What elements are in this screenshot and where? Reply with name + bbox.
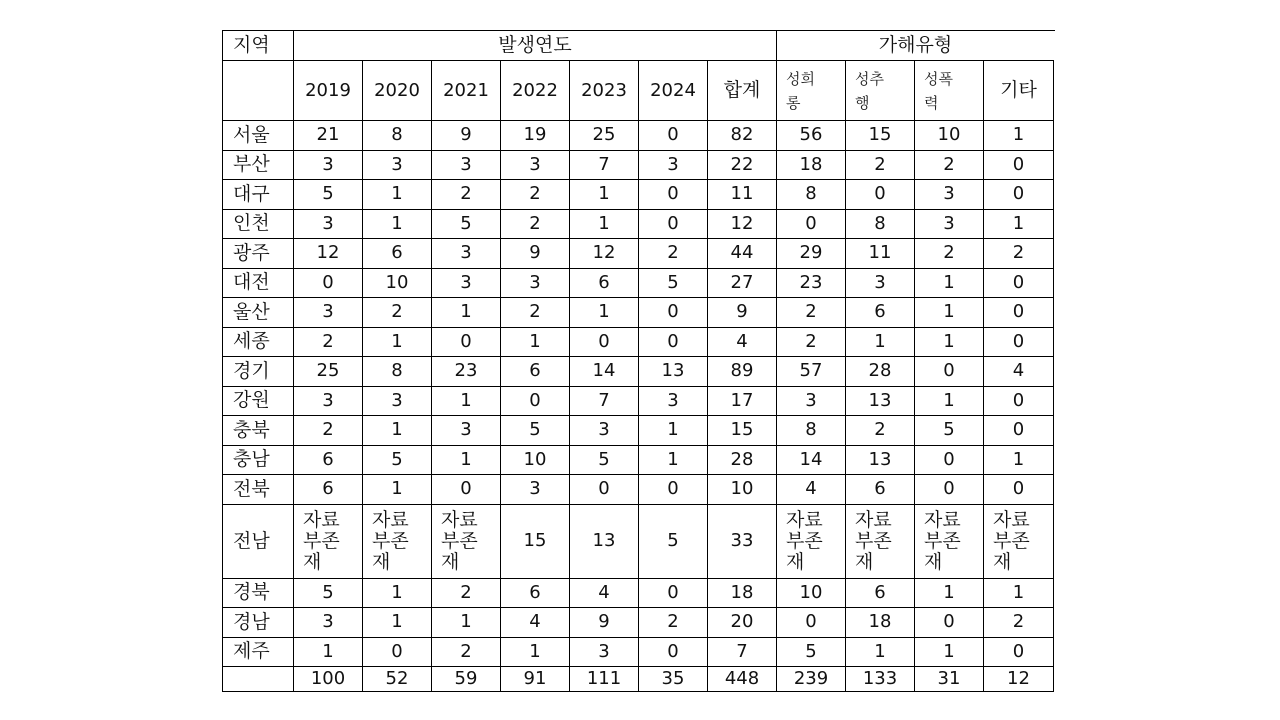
- value-cell: 2: [777, 328, 846, 358]
- region-cell: 부산: [223, 151, 294, 181]
- value-cell: 1: [639, 416, 708, 446]
- value-cell: 0: [984, 475, 1054, 505]
- value-cell: 9: [501, 239, 570, 269]
- value-cell: 6: [501, 579, 570, 609]
- value-cell: 3: [432, 416, 501, 446]
- value-cell: 1: [915, 328, 984, 358]
- value-cell: 1: [363, 475, 432, 505]
- value-cell: 7: [570, 151, 639, 181]
- value-cell: 0: [570, 475, 639, 505]
- value-cell: 3: [777, 387, 846, 417]
- type-header: 성희 롱: [777, 61, 846, 121]
- value-cell: 23: [432, 357, 501, 387]
- value-cell: 0: [432, 475, 501, 505]
- value-cell: 91: [501, 667, 570, 692]
- value-cell: 5: [915, 416, 984, 446]
- value-cell: 19: [501, 121, 570, 151]
- value-cell: 35: [639, 667, 708, 692]
- value-cell: 2: [915, 151, 984, 181]
- value-cell: 1: [984, 121, 1054, 151]
- value-cell: 2: [846, 416, 915, 446]
- value-cell: 2: [501, 210, 570, 240]
- value-cell: 31: [915, 667, 984, 692]
- value-cell: 6: [294, 446, 363, 476]
- value-cell: 1: [363, 210, 432, 240]
- year-header-2022: 2022: [501, 61, 570, 121]
- value-cell: 0: [639, 328, 708, 358]
- no-data-cell: 자료 부존 재: [777, 505, 846, 579]
- region-cell: 대구: [223, 180, 294, 210]
- value-cell: 5: [501, 416, 570, 446]
- year-group-header: 발생연도: [294, 31, 777, 61]
- value-cell: 3: [294, 298, 363, 328]
- region-cell: 전북: [223, 475, 294, 505]
- value-cell: 0: [984, 638, 1054, 668]
- value-cell: 10: [777, 579, 846, 609]
- region-cell: 세종: [223, 328, 294, 358]
- value-cell: 11: [846, 239, 915, 269]
- type-header: 기타: [984, 61, 1054, 121]
- value-cell: 5: [294, 579, 363, 609]
- value-cell: 4: [708, 328, 777, 358]
- value-cell: 5: [363, 446, 432, 476]
- value-cell: 6: [570, 269, 639, 299]
- value-cell: 2: [363, 298, 432, 328]
- value-cell: 2: [984, 608, 1054, 638]
- value-cell: 3: [501, 475, 570, 505]
- value-cell: 9: [432, 121, 501, 151]
- region-cell: 서울: [223, 121, 294, 151]
- value-cell: 1: [432, 608, 501, 638]
- value-cell: 12: [984, 667, 1054, 692]
- value-cell: 0: [570, 328, 639, 358]
- year-header-2021: 2021: [432, 61, 501, 121]
- value-cell: 0: [432, 328, 501, 358]
- value-cell: 13: [639, 357, 708, 387]
- value-cell: 1: [363, 328, 432, 358]
- value-cell: 23: [777, 269, 846, 299]
- value-cell: 2: [915, 239, 984, 269]
- value-cell: 8: [363, 121, 432, 151]
- region-cell: 전남: [223, 505, 294, 579]
- value-cell: 3: [294, 151, 363, 181]
- value-cell: 1: [984, 446, 1054, 476]
- value-cell: 1: [432, 298, 501, 328]
- value-cell: 1: [846, 638, 915, 668]
- value-cell: 28: [708, 446, 777, 476]
- value-cell: 100: [294, 667, 363, 692]
- value-cell: 1: [846, 328, 915, 358]
- value-cell: 1: [501, 328, 570, 358]
- region-header: 지역: [223, 31, 294, 61]
- value-cell: 7: [708, 638, 777, 668]
- type-group-header: 가해유형: [777, 31, 1054, 61]
- value-cell: 10: [501, 446, 570, 476]
- value-cell: 0: [984, 151, 1054, 181]
- value-cell: 0: [984, 298, 1054, 328]
- value-cell: 3: [294, 210, 363, 240]
- no-data-cell: 자료 부존 재: [432, 505, 501, 579]
- value-cell: 15: [501, 505, 570, 579]
- value-cell: 3: [432, 151, 501, 181]
- value-cell: 1: [363, 579, 432, 609]
- value-cell: 8: [777, 416, 846, 446]
- value-cell: 1: [363, 608, 432, 638]
- value-cell: 59: [432, 667, 501, 692]
- value-cell: 3: [570, 638, 639, 668]
- value-cell: 1: [363, 416, 432, 446]
- value-cell: 13: [570, 505, 639, 579]
- region-cell: 충북: [223, 416, 294, 446]
- value-cell: 0: [984, 269, 1054, 299]
- value-cell: 12: [570, 239, 639, 269]
- value-cell: 0: [846, 180, 915, 210]
- value-cell: 6: [294, 475, 363, 505]
- value-cell: 27: [708, 269, 777, 299]
- value-cell: 0: [639, 475, 708, 505]
- no-data-cell: 자료 부존 재: [915, 505, 984, 579]
- value-cell: 0: [915, 357, 984, 387]
- region-header-blank: [223, 61, 294, 121]
- value-cell: 25: [294, 357, 363, 387]
- value-cell: 3: [432, 239, 501, 269]
- value-cell: 3: [294, 608, 363, 638]
- region-cell: 경남: [223, 608, 294, 638]
- no-data-cell: 자료 부존 재: [363, 505, 432, 579]
- value-cell: 17: [708, 387, 777, 417]
- value-cell: 1: [984, 579, 1054, 609]
- value-cell: 0: [294, 269, 363, 299]
- value-cell: 6: [501, 357, 570, 387]
- value-cell: 2: [846, 151, 915, 181]
- value-cell: 13: [846, 446, 915, 476]
- value-cell: 5: [570, 446, 639, 476]
- region-cell: 광주: [223, 239, 294, 269]
- value-cell: 3: [639, 151, 708, 181]
- value-cell: 2: [294, 328, 363, 358]
- value-cell: 3: [501, 269, 570, 299]
- year-header-2023: 2023: [570, 61, 639, 121]
- value-cell: 2: [639, 239, 708, 269]
- value-cell: 4: [777, 475, 846, 505]
- year-header-2024: 2024: [639, 61, 708, 121]
- year-header-2020: 2020: [363, 61, 432, 121]
- region-cell: 강원: [223, 387, 294, 417]
- value-cell: 3: [501, 151, 570, 181]
- value-cell: 52: [363, 667, 432, 692]
- value-cell: 18: [708, 579, 777, 609]
- value-cell: 44: [708, 239, 777, 269]
- value-cell: 2: [501, 298, 570, 328]
- value-cell: 3: [846, 269, 915, 299]
- value-cell: 3: [363, 387, 432, 417]
- value-cell: 89: [708, 357, 777, 387]
- value-cell: 3: [639, 387, 708, 417]
- value-cell: 25: [570, 121, 639, 151]
- region-cell: 경북: [223, 579, 294, 609]
- value-cell: 1: [432, 446, 501, 476]
- value-cell: 9: [708, 298, 777, 328]
- value-cell: 2: [432, 180, 501, 210]
- value-cell: 33: [708, 505, 777, 579]
- value-cell: 2: [639, 608, 708, 638]
- value-cell: 5: [294, 180, 363, 210]
- value-cell: 111: [570, 667, 639, 692]
- value-cell: 2: [501, 180, 570, 210]
- value-cell: 9: [570, 608, 639, 638]
- value-cell: 1: [639, 446, 708, 476]
- region-cell: 충남: [223, 446, 294, 476]
- no-data-cell: 자료 부존 재: [984, 505, 1054, 579]
- total-header: 합계: [708, 61, 777, 121]
- statistics-table: [222, 30, 1055, 692]
- value-cell: 3: [363, 151, 432, 181]
- value-cell: 1: [915, 298, 984, 328]
- value-cell: 15: [708, 416, 777, 446]
- type-header: 성추 행: [846, 61, 915, 121]
- value-cell: 0: [639, 638, 708, 668]
- value-cell: 10: [708, 475, 777, 505]
- value-cell: 2: [432, 579, 501, 609]
- value-cell: 8: [846, 210, 915, 240]
- region-cell: 경기: [223, 357, 294, 387]
- value-cell: 8: [777, 180, 846, 210]
- value-cell: 6: [846, 298, 915, 328]
- value-cell: 2: [432, 638, 501, 668]
- type-header: 성폭 력: [915, 61, 984, 121]
- value-cell: 0: [984, 180, 1054, 210]
- value-cell: 5: [639, 505, 708, 579]
- value-cell: 0: [501, 387, 570, 417]
- value-cell: 12: [708, 210, 777, 240]
- value-cell: 0: [777, 608, 846, 638]
- value-cell: 1: [363, 180, 432, 210]
- value-cell: 4: [501, 608, 570, 638]
- value-cell: 15: [846, 121, 915, 151]
- value-cell: 6: [846, 475, 915, 505]
- value-cell: 0: [639, 298, 708, 328]
- value-cell: 1: [570, 180, 639, 210]
- value-cell: 4: [570, 579, 639, 609]
- value-cell: 5: [639, 269, 708, 299]
- value-cell: 20: [708, 608, 777, 638]
- value-cell: 29: [777, 239, 846, 269]
- value-cell: 0: [639, 121, 708, 151]
- value-cell: 21: [294, 121, 363, 151]
- value-cell: 2: [294, 416, 363, 446]
- value-cell: 1: [915, 387, 984, 417]
- value-cell: 5: [432, 210, 501, 240]
- value-cell: 1: [294, 638, 363, 668]
- region-cell: 제주: [223, 638, 294, 668]
- value-cell: 1: [984, 210, 1054, 240]
- region-cell: 인천: [223, 210, 294, 240]
- value-cell: 1: [915, 269, 984, 299]
- value-cell: 0: [639, 180, 708, 210]
- value-cell: 0: [984, 387, 1054, 417]
- no-data-cell: 자료 부존 재: [846, 505, 915, 579]
- value-cell: 4: [984, 357, 1054, 387]
- value-cell: 18: [846, 608, 915, 638]
- value-cell: 57: [777, 357, 846, 387]
- value-cell: 0: [639, 210, 708, 240]
- value-cell: 3: [432, 269, 501, 299]
- value-cell: 18: [777, 151, 846, 181]
- value-cell: 1: [432, 387, 501, 417]
- value-cell: 11: [708, 180, 777, 210]
- value-cell: 2: [984, 239, 1054, 269]
- value-cell: 0: [363, 638, 432, 668]
- value-cell: 56: [777, 121, 846, 151]
- value-cell: 3: [570, 416, 639, 446]
- value-cell: 133: [846, 667, 915, 692]
- value-cell: 14: [777, 446, 846, 476]
- value-cell: 0: [915, 446, 984, 476]
- value-cell: 3: [915, 180, 984, 210]
- value-cell: 10: [915, 121, 984, 151]
- value-cell: 10: [363, 269, 432, 299]
- value-cell: 239: [777, 667, 846, 692]
- value-cell: 0: [984, 416, 1054, 446]
- value-cell: 6: [363, 239, 432, 269]
- value-cell: 1: [915, 579, 984, 609]
- value-cell: 0: [915, 608, 984, 638]
- region-cell: 대전: [223, 269, 294, 299]
- no-data-cell: 자료 부존 재: [294, 505, 363, 579]
- region-cell: 울산: [223, 298, 294, 328]
- value-cell: 6: [846, 579, 915, 609]
- value-cell: 0: [915, 475, 984, 505]
- value-cell: 3: [915, 210, 984, 240]
- value-cell: 28: [846, 357, 915, 387]
- value-cell: 8: [363, 357, 432, 387]
- region-cell-total: [223, 667, 294, 692]
- value-cell: 22: [708, 151, 777, 181]
- value-cell: 12: [294, 239, 363, 269]
- value-cell: 1: [570, 298, 639, 328]
- value-cell: 3: [294, 387, 363, 417]
- value-cell: 82: [708, 121, 777, 151]
- value-cell: 2: [777, 298, 846, 328]
- value-cell: 5: [777, 638, 846, 668]
- value-cell: 14: [570, 357, 639, 387]
- value-cell: 1: [915, 638, 984, 668]
- value-cell: 1: [570, 210, 639, 240]
- value-cell: 13: [846, 387, 915, 417]
- value-cell: 1: [501, 638, 570, 668]
- value-cell: 448: [708, 667, 777, 692]
- value-cell: 7: [570, 387, 639, 417]
- value-cell: 0: [639, 579, 708, 609]
- value-cell: 0: [984, 328, 1054, 358]
- value-cell: 0: [777, 210, 846, 240]
- year-header-2019: 2019: [294, 61, 363, 121]
